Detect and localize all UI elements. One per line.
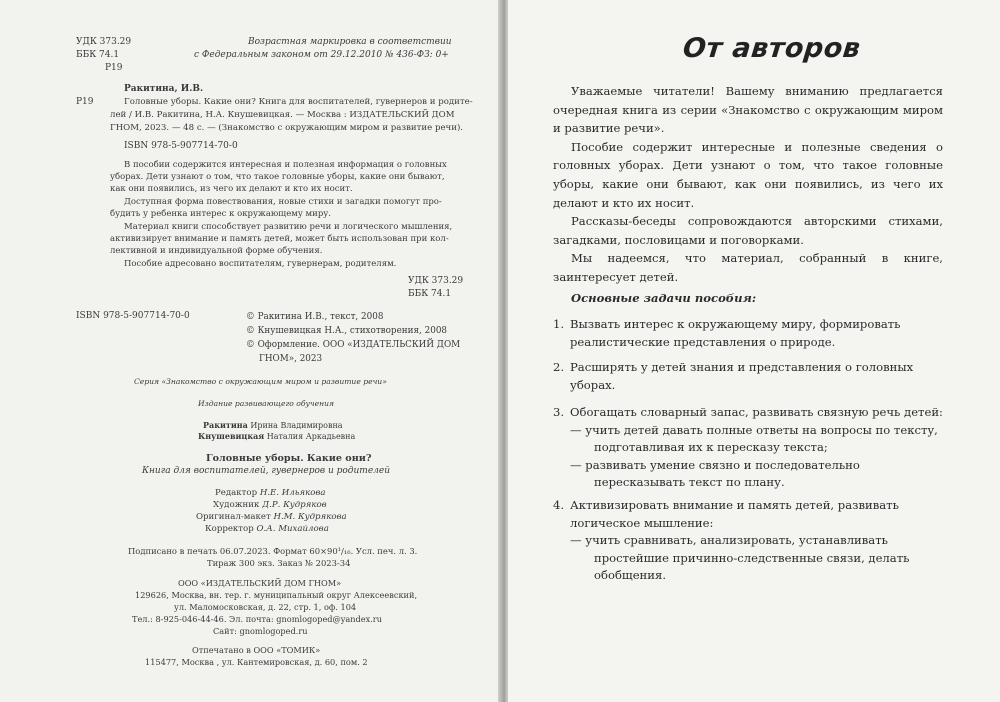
task-4-number: 4. — [553, 498, 565, 512]
annotation-p4: Пособие адресовано воспитателям, гувернерам, родителям. — [124, 259, 397, 269]
credit-editor-name: Н.Е. Ильякова — [259, 488, 326, 498]
credit-editor-role: Редактор — [215, 488, 258, 498]
credit-proofreader-role: Корректор — [205, 524, 254, 534]
annotation-p3-line-1: Материал книги способствует развитию речи и логического мышления, — [124, 222, 453, 232]
udk-code-top: УДК 373.29 — [76, 37, 132, 47]
intro-paragraph-3: Рассказы-беседы сопровождаются авторскими стихами, загадками, пословицами и поговорками. — [553, 214, 943, 247]
intro-paragraph-4: Мы надеемся, что материал, собранный в книге, заинтересует детей. — [553, 251, 943, 284]
credit-proofreader — [205, 524, 329, 536]
edition-type: Издание развивающего обучения — [198, 399, 335, 408]
annotation-p1-line-3: как они появились, из чего их делают и кто их носит. — [110, 184, 353, 194]
printer-name: Отпечатано в ООО «ТОМИК» — [192, 645, 321, 655]
task-2-text: Расширять у детей знания и представления о головных уборах. — [570, 360, 914, 392]
intro-paragraph-1: Уважаемые читатели! Вашему вниманию предлагается очередная книга из серии «Знакомство с окружающим миром и развитие речи». — [553, 84, 943, 136]
credit-layout-role: Оригинал-макет — [196, 512, 271, 522]
annotation-p1-line-1: В пособии содержится интересная и полезная информация о головных — [124, 160, 447, 170]
copyright-design-line-1: © Оформление. ООО «ИЗДАТЕЛЬСКИЙ ДОМ — [246, 340, 461, 350]
publisher-site: Сайт: gnomlogoped.ru — [213, 626, 308, 636]
annotation-p3-line-2: активизирует внимание и память детей, может быть использован при кол- — [110, 234, 449, 244]
isbn-inline: ISBN 978-5-907714-70-0 — [124, 141, 238, 151]
task-2-number: 2. — [553, 360, 565, 374]
author-1-surname: Ракитина — [203, 420, 248, 430]
author-mark-side: Р19 — [76, 97, 94, 107]
tasks-heading: Основные задачи пособия: — [571, 291, 757, 305]
biblio-line-2: лей / И.В. Ракитина, Н.А. Кнушевицкая. — Москва : ИЗДАТЕЛЬСКИЙ ДОМ — [110, 110, 455, 120]
printer-address: 115477, Москва , ул. Кантемировская, д. 60, пом. 2 — [145, 657, 368, 667]
annotation-p3-line-3: лективной и индивидуальной форме обучения. — [110, 246, 323, 256]
copyright-design-line-2: ГНОМ», 2023 — [259, 354, 323, 364]
author-2-names: Наталия Аркадьевна — [264, 432, 356, 441]
author-2-full — [198, 431, 355, 443]
task-3-subitem-1: — учить детей давать полные ответы на вопросы по тексту, подготавливая их к пересказу текста; — [570, 422, 938, 454]
intro-paragraph-2: Пособие содержит интересные и полезные сведения о головных уборах. Дети узнают о том, что такое головные уборы, какие они бывают, как они появились, из чего их делают и кто их носит. — [553, 139, 943, 210]
task-4-text: Активизировать внимание и память детей, развивать логическое мышление: — [570, 498, 899, 530]
author-mark-top: Р19 — [105, 63, 123, 73]
annotation-p1-line-2: уборах. Дети узнают о том, что такое головные уборы, какие они бывают, — [110, 172, 445, 182]
age-rating-line-2: с Федеральным законом от 29.12.2010 № 436-ФЗ: 0+ — [194, 50, 449, 60]
credit-artist-name: Д.Р. Кудряков — [262, 500, 327, 510]
publisher-address-2: ул. Маломосковская, д. 22, стр. 1, оф. 104 — [174, 602, 357, 612]
credit-proofreader-name: О.А. Михайлова — [256, 524, 329, 534]
author-1-names: Ирина Владимировна — [247, 421, 343, 430]
biblio-line-3: ГНОМ, 2023. — 48 с. — (Знакомство с окружающим миром и развитие речи). — [110, 123, 464, 133]
bbk-code-bottom: ББК 74.1 — [408, 289, 452, 299]
task-3-text: Обогащать словарный запас, развивать связную речь детей: — [570, 405, 943, 419]
annotation-p2-line-2: будить у ребенка интерес к окружающему миру. — [110, 209, 331, 219]
copyright-text: © Ракитина И.В., текст, 2008 — [246, 312, 384, 322]
print-info-line-2: Тираж 300 экз. Заказ № 2023-34 — [207, 558, 351, 568]
foreword-title: От авторов — [681, 33, 863, 64]
task-3 — [553, 404, 945, 492]
task-4 — [553, 497, 945, 585]
author-1-full — [203, 420, 343, 432]
isbn-bottom: ISBN 978-5-907714-70-0 — [76, 311, 190, 321]
publisher-contacts: Тел.: 8-925-046-44-46. Эл. почта: gnomlogoped@yandex.ru — [132, 614, 382, 624]
publisher-name: ООО «ИЗДАТЕЛЬСКИЙ ДОМ ГНОМ» — [178, 578, 342, 588]
credit-artist — [213, 500, 327, 512]
author-heading: Ракитина, И.В. — [124, 84, 204, 94]
book-title: Головные уборы. Какие они? — [206, 453, 372, 464]
annotation-p2-line-1: Доступная форма повествования, новые стихи и загадки помогут про- — [124, 197, 442, 207]
credit-artist-role: Художник — [213, 500, 260, 510]
task-1-text: Вызвать интерес к окружающему миру, формировать реалистические представления о природе. — [570, 317, 901, 349]
biblio-line-1: Головные уборы. Какие они? Книга для воспитателей, гувернеров и родите- — [124, 97, 473, 107]
print-info-line-1: Подписано в печать 06.07.2023. Формат 60×90¹/₁₆. Усл. печ. л. 3. — [128, 546, 418, 556]
task-1-number: 1. — [553, 317, 565, 331]
udk-code-bottom: УДК 373.29 — [408, 276, 464, 286]
bbk-code-top: ББК 74.1 — [76, 50, 120, 60]
copyright-poems: © Кнушевицкая Н.А., стихотворения, 2008 — [246, 326, 448, 336]
foreword-intro — [553, 82, 943, 287]
age-rating-line-1: Возрастная маркировка в соответствии — [248, 37, 452, 47]
publisher-address-1: 129626, Москва, вн. тер. г. муниципальный округ Алексеевский, — [135, 590, 418, 600]
series-name: Серия «Знакомство с окружающим миром и развитие речи» — [134, 377, 387, 386]
task-2 — [553, 359, 945, 394]
credit-editor — [215, 488, 326, 500]
credit-layout — [196, 512, 347, 524]
author-2-surname: Кнушевицкая — [198, 431, 265, 441]
task-1 — [553, 316, 945, 351]
book-subtitle: Книга для воспитателей, гувернеров и родителей — [142, 466, 391, 476]
task-3-subitem-2: — развивать умение связно и последовательно пересказывать текст по плану. — [570, 457, 860, 489]
task-3-number: 3. — [553, 405, 565, 419]
task-4-subitem-1: — учить сравнивать, анализировать, устанавливать простейшие причинно-следственные связи, делать обобщения. — [570, 533, 910, 582]
credit-layout-name: Н.М. Кудрякова — [273, 512, 347, 522]
